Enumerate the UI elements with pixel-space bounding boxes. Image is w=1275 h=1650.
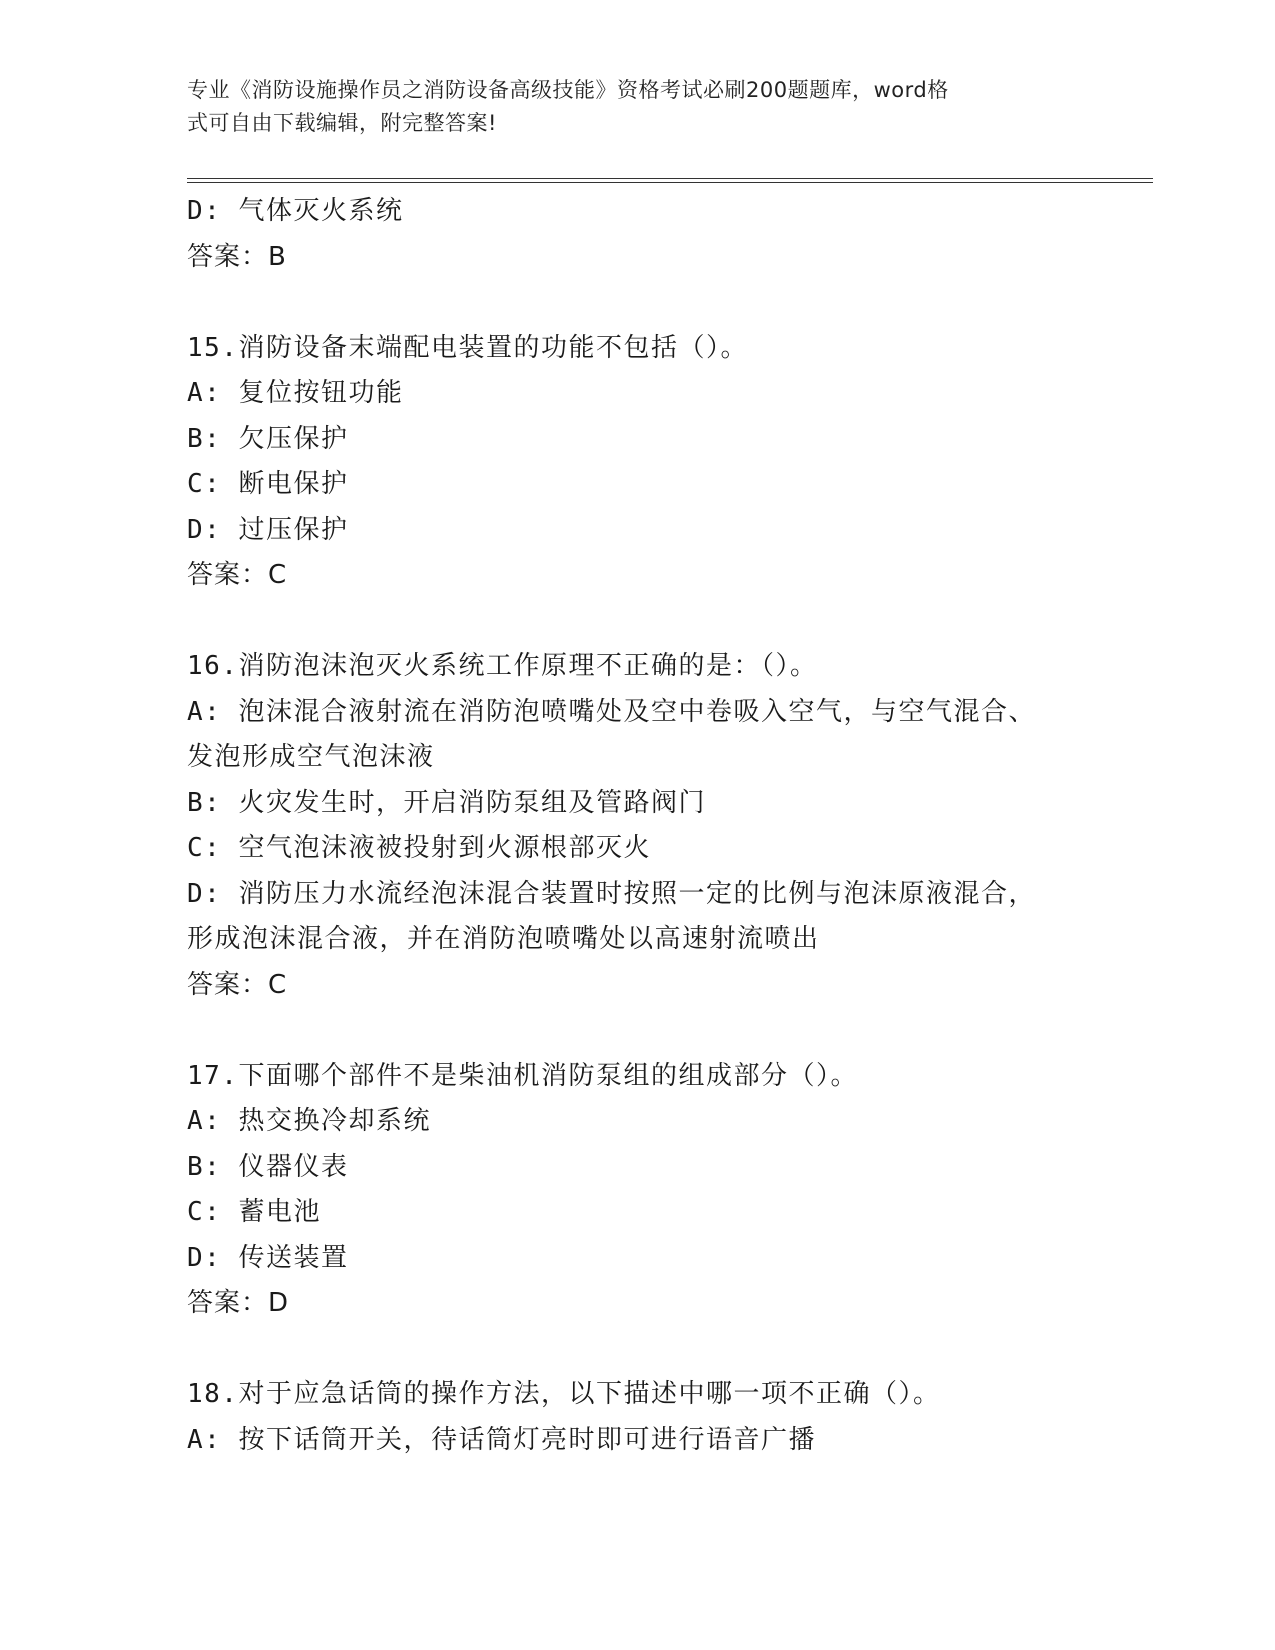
- option-text: A: 复位按钮功能: [187, 378, 404, 408]
- question-18: [187, 1372, 1087, 1463]
- option-text: B: 欠压保护: [187, 423, 349, 454]
- answer-text: 答案：C: [187, 560, 288, 590]
- question-stem: 15.消防设备末端配电装置的功能不包括（）。: [187, 332, 748, 363]
- option-text: C: 断电保护: [187, 469, 349, 499]
- option-text: D: 传送装置: [187, 1242, 349, 1273]
- option-text-continued: 形成泡沫混合液，并在消防泡喷嘴处以高速射流喷出: [187, 924, 820, 954]
- option-text: A: 泡沫混合液射流在消防泡喷嘴处及空中卷吸入空气，与空气混合、: [187, 696, 1036, 727]
- option-text: C: 蓄电池: [187, 1197, 321, 1227]
- answer-text: 答案：C: [187, 969, 288, 1000]
- option-text: D: 气体灭火系统: [187, 196, 404, 226]
- option-text: A: 按下话筒开关，待话筒灯亮时即可进行语音广播: [187, 1424, 816, 1455]
- document-header: [187, 74, 1067, 140]
- option-text: D: 消防压力水流经泡沫混合装置时按照一定的比例与泡沫原液混合，: [187, 878, 1036, 909]
- option-text-continued: 发泡形成空气泡沫液: [187, 742, 435, 772]
- question-14-tail: [187, 189, 1087, 280]
- header-rule-bottom: [187, 182, 1153, 183]
- option-text: B: 仪器仪表: [187, 1151, 349, 1182]
- answer-text: 答案：B: [187, 241, 287, 272]
- question-stem: 16.消防泡沫泡灭火系统工作原理不正确的是：（）。: [187, 651, 818, 681]
- question-stem: 17.下面哪个部件不是柴油机消防泵组的组成部分（）。: [187, 1060, 858, 1091]
- question-list: [187, 189, 1087, 1463]
- question-stem: 18.对于应急话筒的操作方法，以下描述中哪一项不正确（）。: [187, 1379, 941, 1409]
- option-text: A: 热交换冷却系统: [187, 1106, 431, 1136]
- header-line-2: 式可自由下载编辑，附完整答案!: [187, 111, 497, 135]
- header-rule-top: [187, 178, 1153, 179]
- option-text: D: 过压保护: [187, 514, 349, 545]
- header-line-1: 专业《消防设施操作员之消防设备高级技能》资格考试必刷200题题库，word格: [187, 78, 949, 102]
- question-17: [187, 1054, 1087, 1327]
- question-16: [187, 644, 1087, 1008]
- answer-text: 答案：D: [187, 1288, 290, 1318]
- option-text: C: 空气泡沫液被投射到火源根部灭火: [187, 833, 651, 863]
- option-text: B: 火灾发生时，开启消防泵组及管路阀门: [187, 787, 706, 818]
- question-15: [187, 326, 1087, 599]
